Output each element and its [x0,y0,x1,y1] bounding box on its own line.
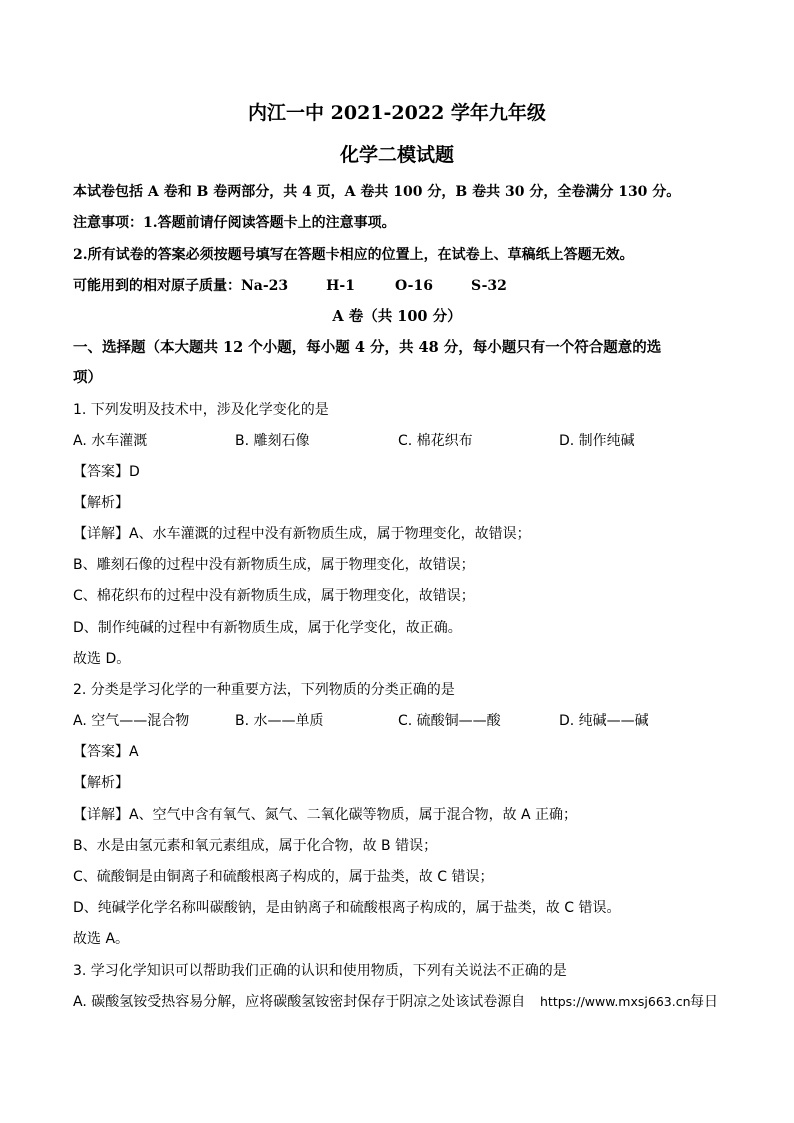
watermark-suffix: 每日 [690,994,718,1010]
q2-option-d: D. 纯碱——碱 [559,713,649,729]
intro-line-1: 本试卷包括 A 卷和 B 卷两部分，共 4 页，A 卷共 100 分，B 卷共 30 分，全卷满分 130 分。 [73,184,681,200]
intro-line-3: 2.所有试卷的答案必须按题号填写在答题卡相应的位置上，在试卷上、草稿纸上答题无效。 [73,247,634,263]
q1-detail-2: B、雕刻石像的过程中没有新物质生成，属于物理变化，故错误； [73,557,475,573]
q2-detail-2: B、水是由氢元素和氧元素组成，属于化合物，故 B 错误； [73,838,438,854]
exam-subtitle: 化学二模试题 [339,144,454,166]
q3-stem: 3. 学习化学知识可以帮助我们正确的认识和使用物质，下列有关说法不正确的是 [73,963,567,979]
watermark-prefix: 该试卷源自 [455,994,526,1010]
q1-option-b: B. 雕刻石像 [235,433,310,449]
q2-stem: 2. 分类是学习化学的一种重要方法，下列物质的分类正确的是 [73,682,455,698]
q2-analysis: 【解析】 [73,775,129,791]
q1-analysis: 【解析】 [73,495,129,511]
atomic-mass-na: Na-23 [241,278,289,294]
atomic-mass-o: O-16 [394,278,433,294]
q1-option-d: D. 制作纯碱 [559,433,635,449]
exam-title: 内江一中 2021-2022 学年九年级 [248,102,546,124]
q2-detail-1: 【详解】A、空气中含有氧气、氮气、二氧化碳等物质，属于混合物，故 A 正确； [73,807,578,823]
intro-line-2: 注意事项：1.答题前请仔阅读答题卡上的注意事项。 [73,215,396,231]
atomic-mass-h: H-1 [326,278,355,294]
q1-stem: 1. 下列发明及技术中，涉及化学变化的是 [73,402,329,418]
q2-detail-4: D、纯碱学化学名称叫碳酸钠，是由钠离子和硫酸根离子构成的，属于盐类，故 C 错误。 [73,900,621,916]
q1-detail-1: 【详解】A、水车灌溉的过程中没有新物质生成，属于物理变化，故错误； [73,526,531,542]
q1-detail-4: D、制作纯碱的过程中有新物质生成，属于化学变化，故正确。 [73,620,462,636]
atomic-mass-line [73,276,507,296]
q2-option-c: C. 硫酸铜——酸 [398,713,501,729]
part1-header-line-2: 项） [73,369,102,386]
q1-conclusion: 故选 D。 [73,651,131,667]
q2-conclusion: 故选 A。 [73,931,130,947]
q1-answer: 【答案】D [73,464,140,480]
q2-answer: 【答案】A [73,744,139,760]
watermark-url[interactable]: https://www.mxsj663.cn [540,994,691,1009]
q2-detail-3: C、硫酸铜是由铜离子和硫酸根离子构成的，属于盐类，故 C 错误； [73,869,494,885]
q3-option-a: A. 碳酸氢铵受热容易分解，应将碳酸氢铵密封保存于阴凉之处 [73,994,456,1010]
q3-option-a-line [73,992,733,1012]
q1-option-a: A. 水车灌溉 [73,433,148,449]
atomic-mass-label: 可能用到的相对原子质量： [73,278,241,294]
part1-header-line-1: 一、选择题（本大题共 12 个小题，每小题 4 分，共 48 分，每小题只有一个符合题意的选 [73,339,662,356]
atomic-mass-s: S-32 [470,278,507,294]
q1-option-c: C. 棉花织布 [398,433,473,449]
q2-option-b: B. 水——单质 [235,713,324,729]
q2-option-a: A. 空气——混合物 [73,713,190,729]
q1-detail-3: C、棉花织布的过程中没有新物质生成，属于物理变化，故错误； [73,588,475,604]
section-a-title: A 卷（共 100 分） [332,308,462,325]
